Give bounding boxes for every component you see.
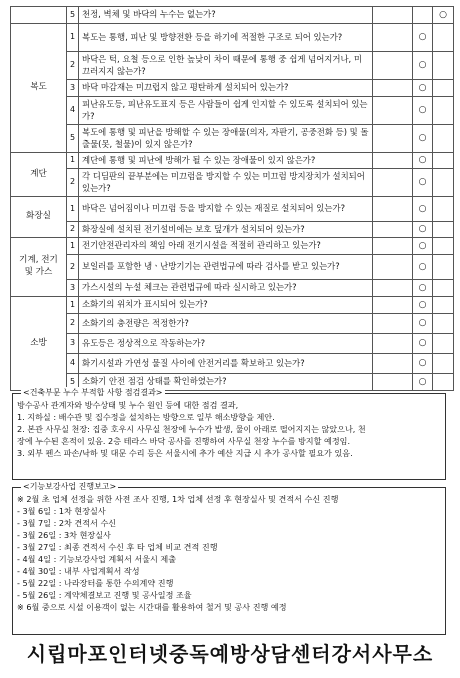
- empty-mark-cell: [373, 354, 413, 374]
- item-number: 3: [67, 280, 79, 297]
- item-number: 3: [67, 334, 79, 354]
- empty-mark-cell: [373, 97, 413, 125]
- empty-mark-cell: [433, 80, 454, 97]
- findings-line: 1. 지하실 : 배수관 및 집수정을 설치하는 방향으로 일부 해소방향을 제안.: [17, 411, 275, 422]
- category-cell: 복도: [11, 24, 67, 153]
- findings-line: 장에 누수된 흔적이 있음. 2층 테라스 바닥 공사를 진행하여 사무실 천장 누수를 방지할 예정임.: [17, 435, 351, 446]
- empty-mark-cell: [433, 297, 454, 314]
- checklist-table: [10, 6, 454, 391]
- progress-line: ※ 6월 중으로 시설 이용객이 없는 시간대를 활용하여 철거 및 공사 진행 예정: [17, 601, 287, 612]
- check-mark: ○: [413, 80, 433, 97]
- category-cell: 소방: [11, 297, 67, 391]
- check-mark: ○: [413, 354, 433, 374]
- empty-mark-cell: [433, 255, 454, 280]
- item-number: 2: [67, 314, 79, 334]
- empty-mark-cell: [413, 7, 433, 24]
- empty-mark-cell: [433, 354, 454, 374]
- check-question: 전기안전관리자의 책임 아래 전기시설을 적절히 관리하고 있는가?: [79, 238, 373, 255]
- progress-line: - 4월 30일 : 내부 사업계획서 작성: [17, 565, 140, 576]
- progress-line: - 5월 22일 : 나라장터를 통한 수의계약 진행: [17, 577, 174, 588]
- empty-mark-cell: [373, 24, 413, 52]
- empty-mark-cell: [373, 52, 413, 80]
- item-number: 5: [67, 7, 79, 24]
- empty-mark-cell: [433, 334, 454, 354]
- empty-mark-cell: [373, 297, 413, 314]
- check-question: 천정, 벽체 및 바닥의 누수는 없는가?: [79, 7, 373, 24]
- check-mark: ○: [413, 280, 433, 297]
- empty-mark-cell: [433, 97, 454, 125]
- empty-mark-cell: [373, 222, 413, 238]
- item-number: 4: [67, 354, 79, 374]
- empty-mark-cell: [373, 280, 413, 297]
- check-mark: ○: [413, 334, 433, 354]
- check-mark: ○: [413, 197, 433, 222]
- checklist-row: [11, 297, 454, 314]
- empty-mark-cell: [433, 153, 454, 169]
- check-question: 바닥은 넘어짐이나 미끄럼 등을 방지할 수 있는 재질로 설치되어 있는가?: [79, 197, 373, 222]
- check-question: 복도는 통행, 피난 및 방향전환 등을 하기에 적절한 구조로 되어 있는가?: [79, 24, 373, 52]
- findings-box: [12, 388, 446, 480]
- check-question: 바닥 마감재는 미끄럽지 않고 평탄하게 설치되어 있는가?: [79, 80, 373, 97]
- progress-line: - 4월 4일 : 기능보강사업 계획서 서울시 제출: [17, 553, 177, 564]
- empty-mark-cell: [373, 125, 413, 153]
- checklist-row: [11, 314, 454, 334]
- findings-header: <건축부문 누수 부적합 사항 점검결과>: [23, 388, 163, 397]
- checklist-row: [11, 280, 454, 297]
- empty-mark-cell: [433, 24, 454, 52]
- empty-mark-cell: [433, 125, 454, 153]
- empty-mark-cell: [433, 222, 454, 238]
- empty-mark-cell: [433, 280, 454, 297]
- category-cell: [11, 7, 67, 24]
- empty-mark-cell: [373, 238, 413, 255]
- check-mark: ○: [433, 7, 454, 24]
- item-number: 4: [67, 97, 79, 125]
- checklist-row: [11, 222, 454, 238]
- check-question: 보일러를 포함한 냉ㆍ난방기기는 관련법규에 따라 검사를 받고 있는가?: [79, 255, 373, 280]
- check-question: 바닥은 턱, 요철 등으로 인한 높낮이 차이 때문에 통행 중 쉽게 넘어지거나, 미끄러지지 않는가?: [79, 52, 373, 80]
- check-mark: ○: [413, 238, 433, 255]
- checklist-row: [11, 238, 454, 255]
- findings-line: 2. 본관 사무실 천장: 집중 호우시 사무실 천장에 누수가 발생, 물이 아래로 떨어지지는 않았으나, 천: [17, 423, 366, 434]
- checklist-row: [11, 7, 454, 24]
- empty-mark-cell: [373, 255, 413, 280]
- findings-line: 3. 외부 펜스 파손/낙하 및 대문 수리 등은 서울시에 추가 예산 지급 시 추가 공사할 필요가 있음.: [17, 447, 353, 458]
- checklist-row: [11, 255, 454, 280]
- category-cell: 계단: [11, 153, 67, 197]
- progress-box: [12, 482, 446, 635]
- checklist-row: [11, 169, 454, 197]
- checklist-row: [11, 197, 454, 222]
- empty-mark-cell: [373, 7, 413, 24]
- empty-mark-cell: [433, 197, 454, 222]
- findings-line: 방수공사 관계자와 방수상태 및 누수 원인 등에 대한 점검 결과,: [17, 400, 239, 410]
- item-number: 1: [67, 24, 79, 52]
- empty-mark-cell: [373, 334, 413, 354]
- item-number: 2: [67, 255, 79, 280]
- check-question: 각 디딤판의 끝부분에는 미끄럼을 방지할 수 있는 미끄럼 방지장치가 설치되어 있는가?: [79, 169, 373, 197]
- empty-mark-cell: [373, 197, 413, 222]
- item-number: 5: [67, 125, 79, 153]
- check-question: 가스시설의 누설 체크는 관련법규에 따라 실시하고 있는가?: [79, 280, 373, 297]
- check-question: 복도에 통행 및 피난을 방해할 수 있는 장애물(의자, 자판기, 공중전화 등) 및 돌출물(못, 철물)이 있지 않은가?: [79, 125, 373, 153]
- empty-mark-cell: [373, 153, 413, 169]
- empty-mark-cell: [433, 169, 454, 197]
- empty-mark-cell: [433, 314, 454, 334]
- item-number: 2: [67, 169, 79, 197]
- empty-mark-cell: [373, 169, 413, 197]
- empty-mark-cell: [433, 374, 454, 391]
- check-question: 피난유도등, 피난유도표지 등은 사람들이 쉽게 인지할 수 있도록 설치되어 있는가?: [79, 97, 373, 125]
- empty-mark-cell: [433, 238, 454, 255]
- check-mark: ○: [413, 52, 433, 80]
- progress-line: ※ 2월 초 업체 선정을 위한 사전 조사 진행, 1차 업체 선정 후 현장실사 및 견적서 수신 진행: [17, 494, 339, 504]
- progress-line: - 3월 26일 : 3차 현장실사: [17, 529, 111, 540]
- check-mark: ○: [413, 255, 433, 280]
- item-number: 5: [67, 374, 79, 391]
- check-question: 소화기의 충전량은 적정한가?: [79, 314, 373, 334]
- item-number: 1: [67, 153, 79, 169]
- checklist-row: [11, 153, 454, 169]
- check-question: 계단에 통행 및 피난에 방해가 될 수 있는 장애물이 있지 않은가?: [79, 153, 373, 169]
- checklist-row: [11, 97, 454, 125]
- category-cell: 화장실: [11, 197, 67, 238]
- progress-header: <기능보강사업 진행보고>: [23, 482, 117, 491]
- check-question: 소화기의 위치가 표시되어 있는가?: [79, 297, 373, 314]
- check-question: 유도등은 정상적으로 작동하는가?: [79, 334, 373, 354]
- check-mark: ○: [413, 314, 433, 334]
- check-mark: ○: [413, 97, 433, 125]
- progress-line: - 3월 27일 : 최종 견적서 수신 후 타 업체 비교 견적 진행: [17, 541, 218, 552]
- check-question: 소화기 안전 점검 상태를 확인하였는가?: [79, 374, 373, 391]
- check-mark: ○: [413, 24, 433, 52]
- category-cell: 기계, 전기 및 가스: [11, 238, 67, 297]
- progress-line: - 5월 26일 : 계약체결보고 진행 및 공사일정 조율: [17, 589, 192, 600]
- check-question: 화장실에 설치된 전기설비에는 보호 덮개가 설치되어 있는가?: [79, 222, 373, 238]
- empty-mark-cell: [433, 52, 454, 80]
- check-mark: ○: [413, 169, 433, 197]
- empty-mark-cell: [373, 374, 413, 391]
- check-question: 화기시설과 가연성 물질 사이에 안전거리를 확보하고 있는가?: [79, 354, 373, 374]
- empty-mark-cell: [373, 80, 413, 97]
- item-number: 3: [67, 80, 79, 97]
- organization-title: 시립마포인터넷중독예방상담센터강서사무소: [26, 642, 434, 666]
- item-number: 1: [67, 238, 79, 255]
- check-mark: ○: [413, 125, 433, 153]
- item-number: 1: [67, 297, 79, 314]
- checklist-row: [11, 80, 454, 97]
- progress-line: - 3월 7일 : 2차 견적서 수신: [17, 517, 117, 528]
- empty-mark-cell: [373, 314, 413, 334]
- item-number: 1: [67, 197, 79, 222]
- checklist-row: [11, 24, 454, 52]
- checklist-row: [11, 354, 454, 374]
- progress-line: - 3월 6일 : 1차 현장실사: [17, 505, 106, 516]
- checklist-row: [11, 334, 454, 354]
- checklist-row: [11, 52, 454, 80]
- check-mark: ○: [413, 153, 433, 169]
- item-number: 2: [67, 222, 79, 238]
- check-mark: ○: [413, 297, 433, 314]
- item-number: 2: [67, 52, 79, 80]
- check-mark: ○: [413, 374, 433, 391]
- check-mark: ○: [413, 222, 433, 238]
- checklist-row: [11, 125, 454, 153]
